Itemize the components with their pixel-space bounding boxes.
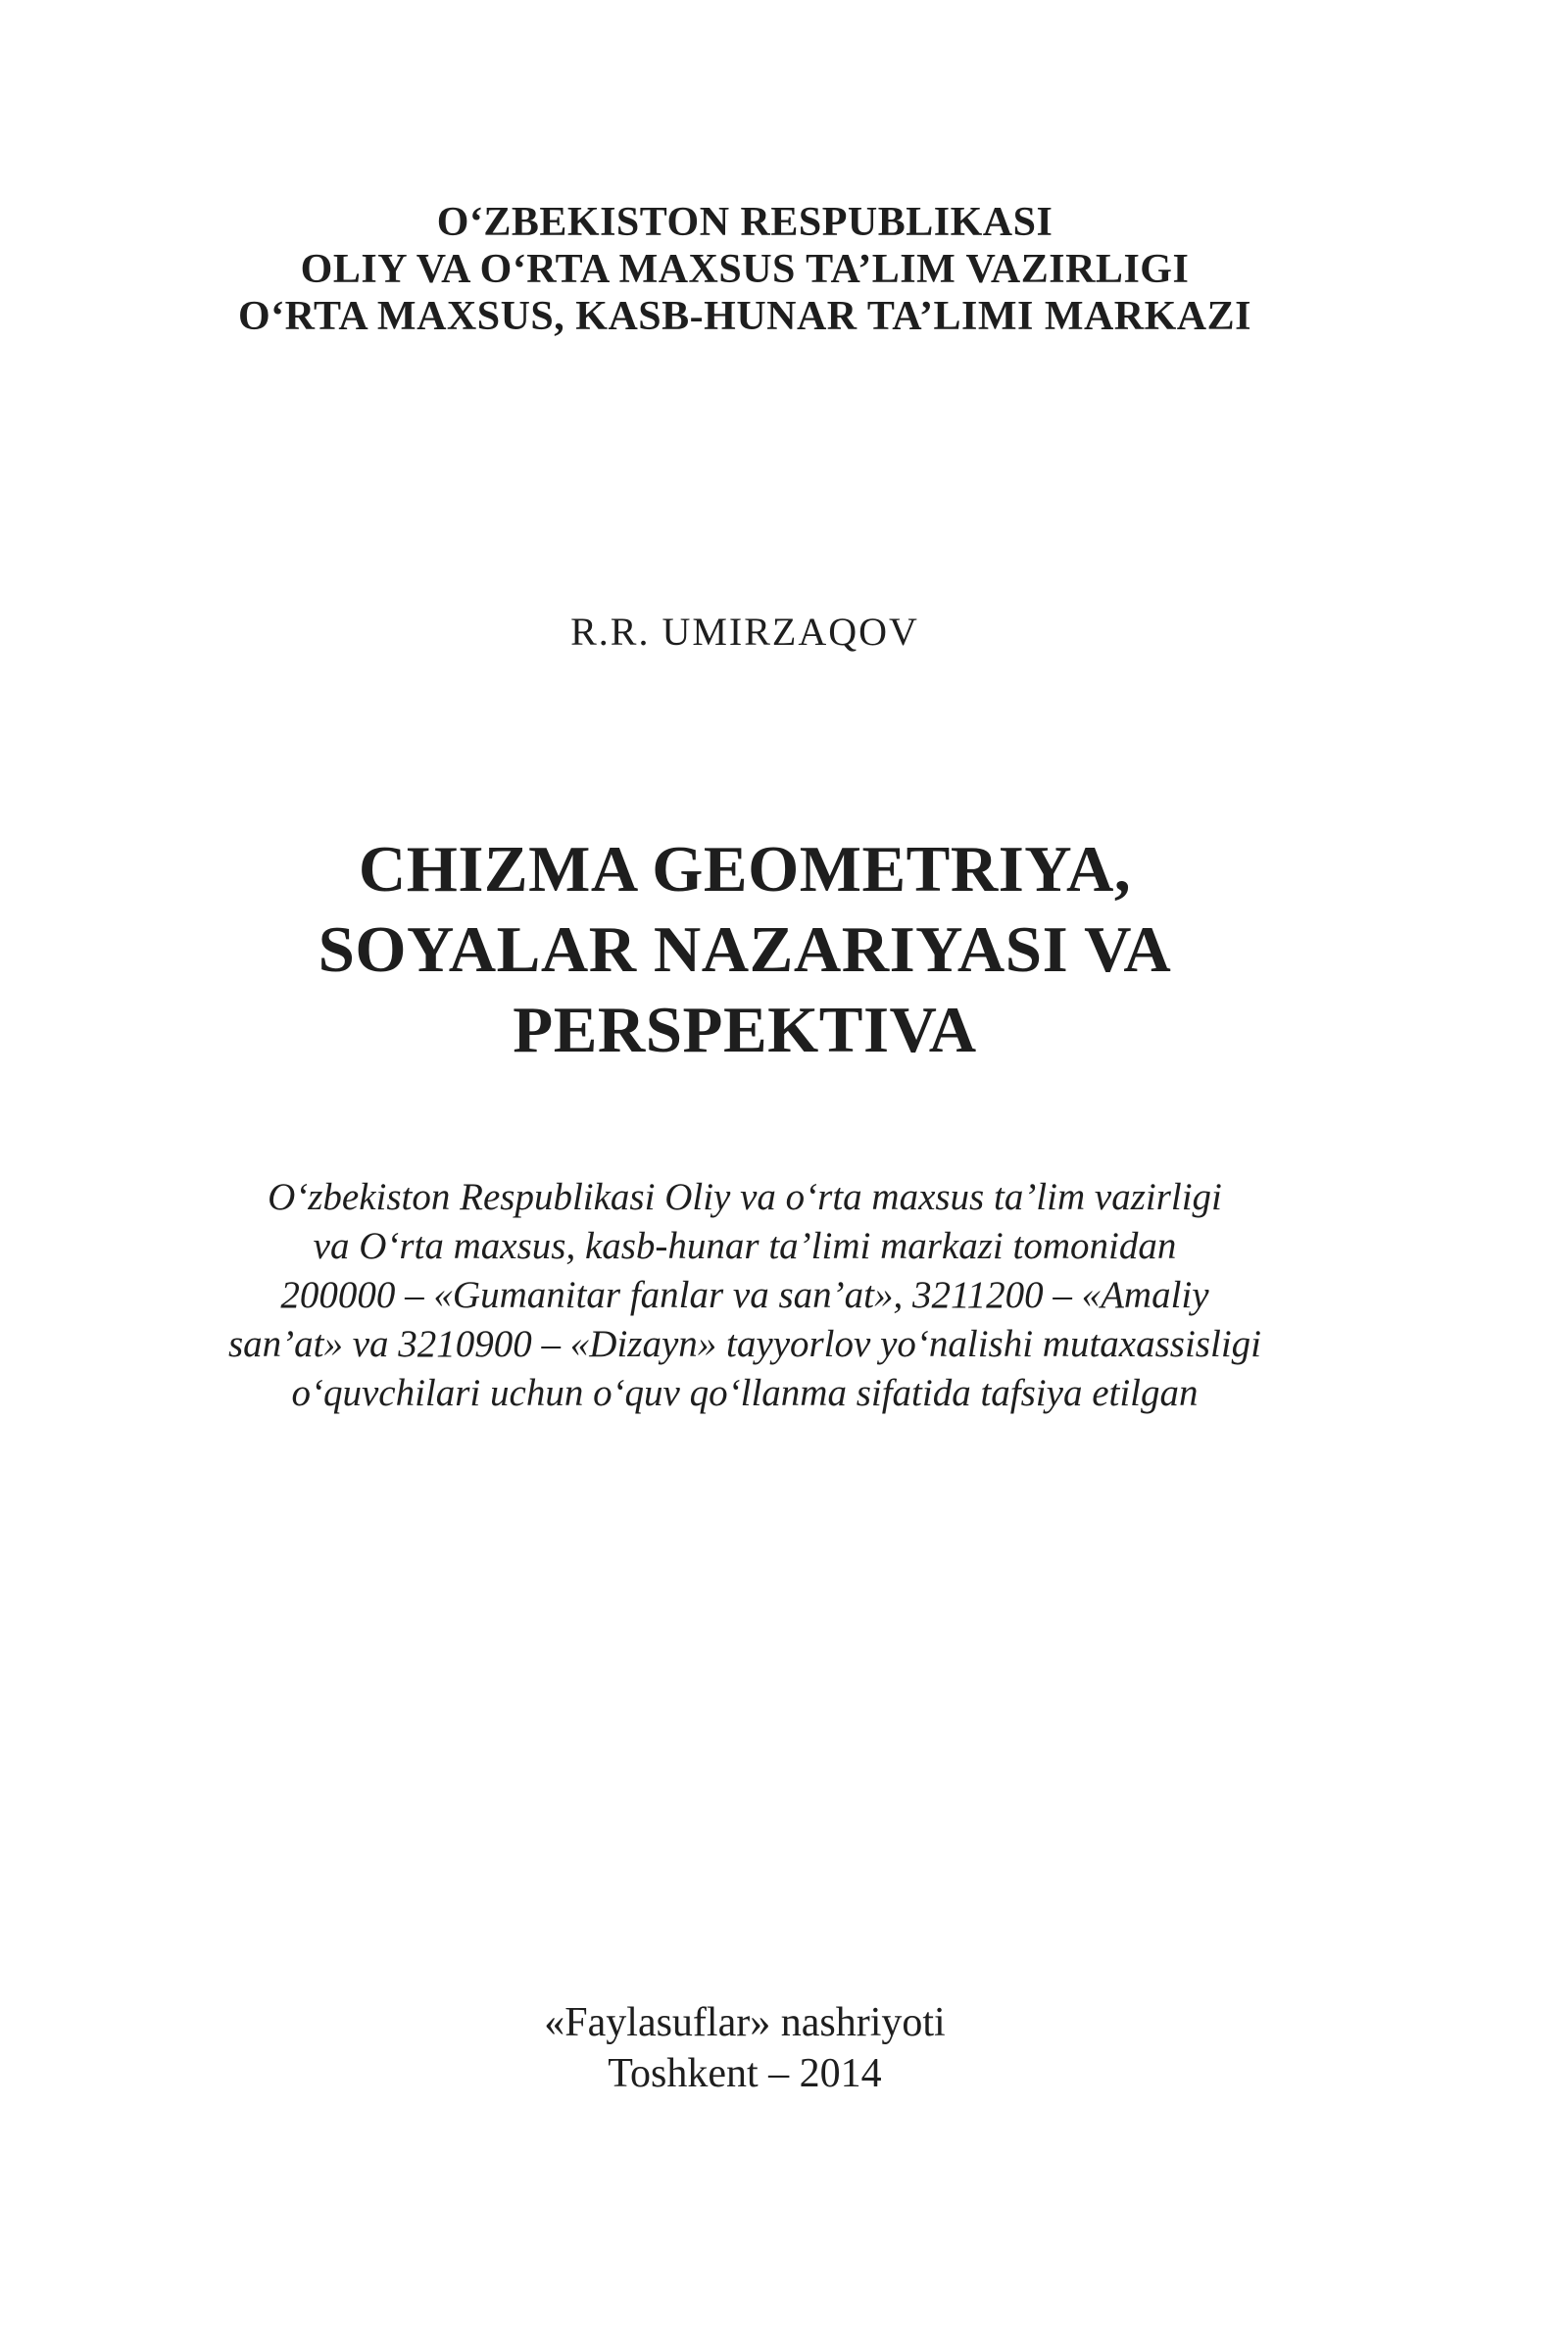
book-title-line: PERSPEKTIVA — [513, 994, 977, 1066]
approval-line: O‘zbekiston Respublikasi Oliy va o‘rta maxsus ta’lim vazirligi — [268, 1176, 1222, 1218]
publisher-info — [0, 1997, 1490, 2099]
book-title-line: SOYALAR NAZARIYASI VA — [318, 913, 1172, 986]
approval-line: o‘quvchilari uchun o‘quv qo‘llanma sifatida tafsiya etilgan — [291, 1372, 1199, 1414]
author-name: R.R. UMIRZAQOV — [570, 610, 919, 654]
approval-line: san’at» va 3210900 – «Dizayn» tayyorlov yo‘nalishi mutaxassisligi — [228, 1323, 1261, 1365]
institution-line: OLIY VA O‘RTA MAXSUS TA’LIM VAZIRLIGI — [300, 247, 1190, 292]
publisher-name: «Faylasuflar» nashriyoti — [544, 2000, 946, 2045]
approval-line: 200000 – «Gumanitar fanlar va san’at», 3211200 – «Amaliy — [280, 1274, 1209, 1316]
institution-header — [0, 199, 1490, 340]
book-title — [0, 829, 1490, 1070]
institution-line: O‘RTA MAXSUS, KASB-HUNAR TA’LIMI MARKAZI — [238, 294, 1251, 339]
approval-line: va O‘rta maxsus, kasb-hunar ta’limi markazi tomonidan — [313, 1225, 1177, 1267]
institution-line: O‘ZBEKISTON RESPUBLIKASI — [436, 200, 1054, 245]
publication-place-year: Toshkent – 2014 — [608, 2051, 882, 2096]
approval-statement — [0, 1173, 1490, 1418]
book-title-line: CHIZMA GEOMETRIYA, — [358, 833, 1132, 906]
